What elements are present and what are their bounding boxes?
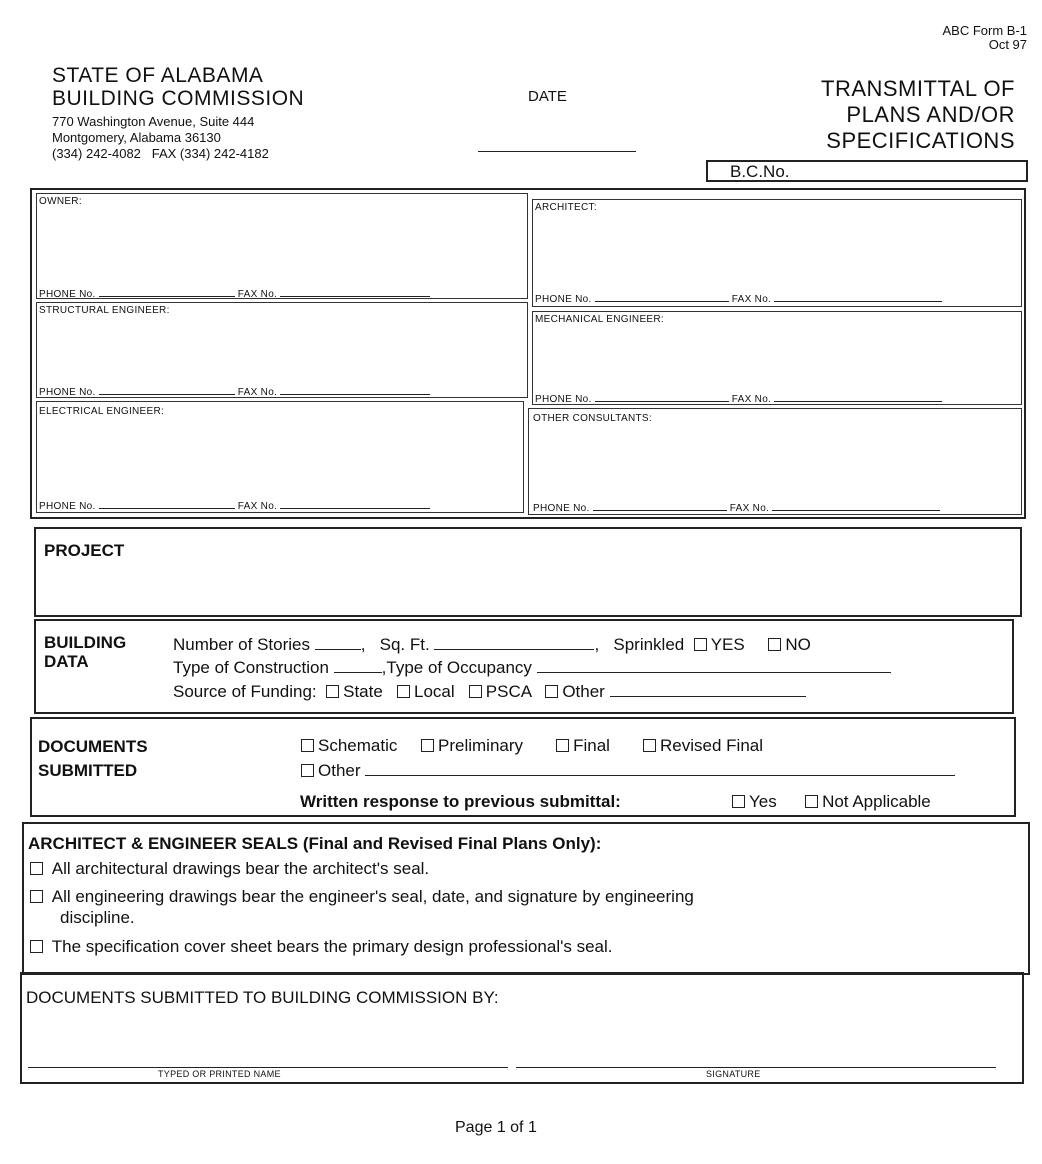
other-phone-row xyxy=(533,498,940,514)
phone-line[interactable] xyxy=(593,498,727,511)
sprinkled-label: Sprinkled xyxy=(613,635,685,654)
construction-field[interactable] xyxy=(334,660,382,673)
title-line-3: SPECIFICATIONS xyxy=(826,128,1015,153)
seal-item-2 xyxy=(30,887,694,907)
bc-number-box[interactable] xyxy=(706,160,1028,182)
electrical-phone-row xyxy=(39,496,430,512)
architect-phone-row xyxy=(535,289,942,305)
building-row-3 xyxy=(173,682,806,702)
written-yes-label: Yes xyxy=(749,792,777,811)
funding-local-checkbox[interactable] xyxy=(397,685,410,698)
form-id xyxy=(942,24,1027,52)
funding-other-field[interactable] xyxy=(610,684,806,697)
documents-submitted-box xyxy=(30,717,1016,817)
sprinkled-yes-checkbox[interactable] xyxy=(694,638,707,651)
submitted-by-box xyxy=(20,972,1024,1084)
signature-line[interactable] xyxy=(516,1067,996,1068)
written-yes-checkbox[interactable] xyxy=(732,795,745,808)
funding-psca-label: PSCA xyxy=(485,682,532,701)
owner-label: OWNER: xyxy=(39,196,82,207)
not-applicable-label: Not Applicable xyxy=(822,792,931,811)
seal-2-text: All engineering drawings bear the engineer's seal, date, and signature by engineering xyxy=(51,887,694,906)
issuer-block xyxy=(52,64,304,162)
building-data-box xyxy=(34,619,1014,714)
form-number: ABC Form B-1 xyxy=(942,23,1027,38)
sprinkled-no-checkbox[interactable] xyxy=(768,638,781,651)
form-title xyxy=(821,76,1015,154)
phone-label: PHONE No. xyxy=(39,387,96,398)
electrical-engineer-label: ELECTRICAL ENGINEER: xyxy=(39,406,165,417)
submitted-by-heading: DOCUMENTS SUBMITTED TO BUILDING COMMISSION BY: xyxy=(26,988,499,1007)
fax-label: FAX No. xyxy=(731,394,772,405)
project-box[interactable] xyxy=(34,527,1022,617)
funding-state-checkbox[interactable] xyxy=(326,685,339,698)
seal-item-1 xyxy=(30,859,429,879)
seals-box xyxy=(22,822,1030,975)
funding-state-label: State xyxy=(343,682,383,701)
no-label: NO xyxy=(785,635,811,654)
documents-label-2: SUBMITTED xyxy=(38,761,138,780)
contact-line xyxy=(52,146,304,162)
sqft-label: Sq. Ft. xyxy=(379,635,430,654)
funding-other-label: Other xyxy=(562,682,605,701)
other-label: Other xyxy=(318,761,361,780)
name-line[interactable] xyxy=(28,1067,508,1068)
phone-number: (334) 242-4082 xyxy=(52,146,141,161)
phone-label: PHONE No. xyxy=(535,394,592,405)
fax-number: FAX (334) 242-4182 xyxy=(151,146,269,161)
date-label: DATE xyxy=(528,88,567,105)
phone-line[interactable] xyxy=(99,284,235,297)
mechanical-engineer-cell[interactable] xyxy=(532,311,1022,405)
sqft-field[interactable] xyxy=(434,637,594,650)
fax-line[interactable] xyxy=(280,496,430,509)
fax-label: FAX No. xyxy=(237,387,278,398)
date-field[interactable] xyxy=(478,151,636,152)
structural-engineer-cell[interactable] xyxy=(36,302,528,398)
preliminary-checkbox[interactable] xyxy=(421,739,434,752)
phone-line[interactable] xyxy=(99,382,235,395)
documents-row-1 xyxy=(301,736,763,756)
seal-1-text: All architectural drawings bear the architect's seal. xyxy=(51,859,430,878)
fax-line[interactable] xyxy=(774,389,942,402)
schematic-checkbox[interactable] xyxy=(301,739,314,752)
seal-2-checkbox[interactable] xyxy=(30,890,43,903)
fax-label: FAX No. xyxy=(237,501,278,512)
building-label-2: DATA xyxy=(44,652,89,671)
owner-cell[interactable] xyxy=(36,193,528,299)
seal-3-text: The specification cover sheet bears the primary design professional's seal. xyxy=(51,937,613,956)
funding-local-label: Local xyxy=(413,682,455,701)
fax-line[interactable] xyxy=(280,284,430,297)
stories-label: Number of Stories xyxy=(173,635,310,654)
owner-phone-row xyxy=(39,284,430,300)
seal-3-checkbox[interactable] xyxy=(30,940,43,953)
phone-label: PHONE No. xyxy=(39,289,96,300)
title-line-2: PLANS AND/OR xyxy=(846,102,1015,127)
title-line-1: TRANSMITTAL OF xyxy=(821,76,1015,101)
phone-label: PHONE No. xyxy=(535,294,592,305)
seal-item-3 xyxy=(30,937,613,957)
final-label: Final xyxy=(573,736,610,755)
fax-label: FAX No. xyxy=(237,289,278,300)
seal-1-checkbox[interactable] xyxy=(30,862,43,875)
building-data-label xyxy=(44,633,126,671)
architect-label: ARCHITECT: xyxy=(535,202,597,213)
documents-label-1: DOCUMENTS xyxy=(38,737,148,756)
funding-other-checkbox[interactable] xyxy=(545,685,558,698)
address-line-1: 770 Washington Avenue, Suite 444 xyxy=(52,114,255,129)
construction-label: Type of Construction xyxy=(173,658,329,677)
revised-final-label: Revised Final xyxy=(660,736,764,755)
other-consultants-label: OTHER CONSULTANTS: xyxy=(533,413,652,424)
seal-2-text-cont: discipline. xyxy=(60,908,135,927)
final-checkbox[interactable] xyxy=(556,739,569,752)
occupancy-field[interactable] xyxy=(537,660,891,673)
project-label: PROJECT xyxy=(44,541,125,560)
phone-line[interactable] xyxy=(595,389,729,402)
revised-final-checkbox[interactable] xyxy=(643,739,656,752)
preliminary-label: Preliminary xyxy=(438,736,524,755)
building-row-1: Number of Stories , Sq. Ft. , Sprinkled YES NO xyxy=(173,635,811,654)
occupancy-label: Type of Occupancy xyxy=(386,658,532,677)
seals-heading-text: ARCHITECT & ENGINEER SEALS (Final and Revised Final Plans Only): xyxy=(28,834,602,853)
other-checkbox[interactable] xyxy=(301,764,314,777)
mechanical-engineer-label: MECHANICAL ENGINEER: xyxy=(535,314,664,325)
fax-line[interactable] xyxy=(280,382,430,395)
not-applicable-checkbox[interactable] xyxy=(805,795,818,808)
documents-row-2 xyxy=(301,761,955,781)
phone-line[interactable] xyxy=(595,289,729,302)
stories-field[interactable] xyxy=(315,637,361,650)
phone-label: PHONE No. xyxy=(39,501,96,512)
fax-label: FAX No. xyxy=(729,503,770,514)
seals-heading xyxy=(28,834,601,854)
fax-label: FAX No. xyxy=(731,294,772,305)
bc-number-label: B.C.No. xyxy=(730,162,790,181)
funding-psca-checkbox[interactable] xyxy=(469,685,482,698)
documents-row-3 xyxy=(300,792,621,812)
building-row-2: Type of Construction ,Type of Occupancy xyxy=(173,658,891,678)
written-response-label: Written response to previous submittal: xyxy=(300,792,621,811)
address-line-2: Montgomery, Alabama 36130 xyxy=(52,130,221,145)
fax-line[interactable] xyxy=(774,289,942,302)
architect-cell[interactable] xyxy=(532,199,1022,307)
form-date: Oct 97 xyxy=(988,37,1027,52)
signature-caption: SIGNATURE xyxy=(706,1069,761,1079)
org-name-1: STATE OF ALABAMA xyxy=(52,64,264,87)
fax-line[interactable] xyxy=(772,498,940,511)
phone-line[interactable] xyxy=(99,496,235,509)
electrical-engineer-cell[interactable] xyxy=(36,401,524,513)
phone-label: PHONE No. xyxy=(533,503,590,514)
funding-label: Source of Funding: xyxy=(173,682,317,701)
documents-label xyxy=(38,735,148,783)
structural-phone-row xyxy=(39,382,430,398)
org-name-2: BUILDING COMMISSION xyxy=(52,87,305,110)
schematic-label: Schematic xyxy=(318,736,398,755)
name-caption: TYPED OR PRINTED NAME xyxy=(158,1069,281,1079)
mechanical-phone-row xyxy=(535,389,942,405)
building-label-1: BUILDING xyxy=(44,633,127,652)
structural-engineer-label: STRUCTURAL ENGINEER: xyxy=(39,305,170,316)
other-field[interactable] xyxy=(365,763,955,776)
documents-row-3-options xyxy=(732,792,931,812)
yes-label: YES xyxy=(710,635,745,654)
page-number: Page 1 of 1 xyxy=(455,1119,537,1136)
other-consultants-cell[interactable] xyxy=(528,408,1022,515)
